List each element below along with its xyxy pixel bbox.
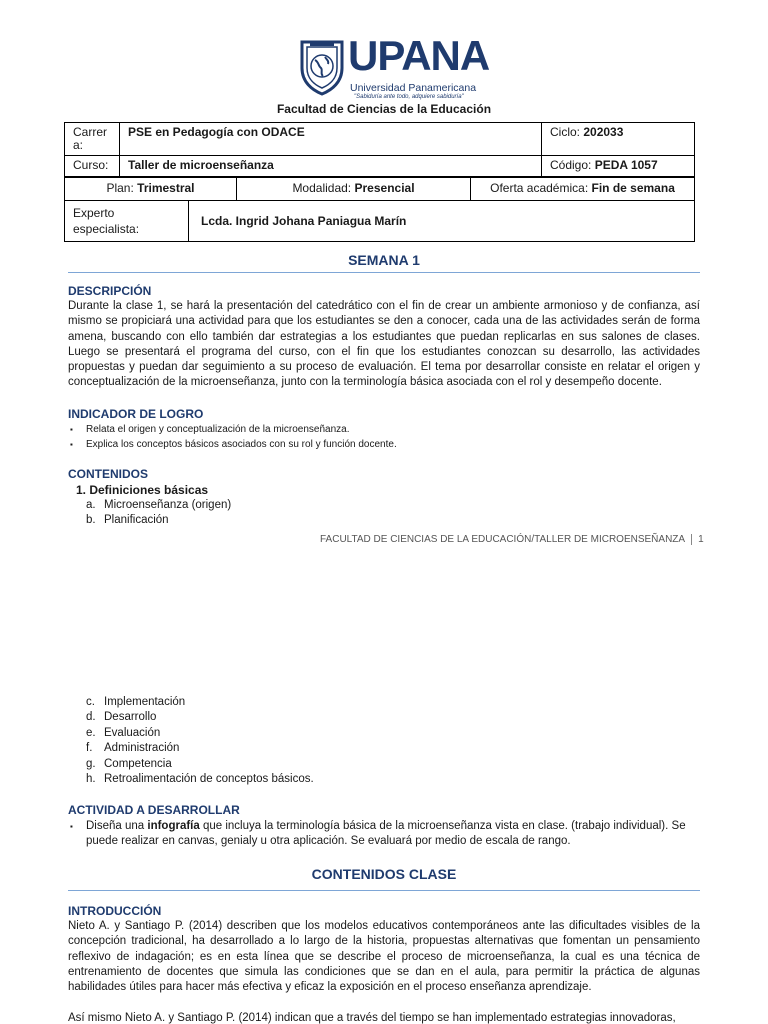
university-name: Universidad Panamericana: [350, 82, 477, 94]
course-info-table: [64, 122, 695, 178]
contenidos-sublist-page2: [86, 695, 314, 787]
curso-value: Taller de microenseñanza: [120, 156, 542, 178]
list-item: g. Competencia: [86, 757, 172, 770]
plan-cell: Plan: Trimestral: [65, 177, 237, 201]
page-number: 1: [698, 534, 704, 546]
list-item: e. Evaluación: [86, 726, 161, 739]
list-item: c. Implementación: [86, 696, 186, 708]
indicador-list: [68, 422, 397, 452]
ciclo-cell: Ciclo: 202033: [542, 123, 695, 156]
week-divider: [68, 272, 700, 273]
week-title: SEMANA 1: [348, 252, 420, 268]
codigo-cell: Código: PEDA 1057: [542, 156, 695, 178]
list-item: ▪ Diseña una infografía que incluya la terminología básica de la microenseñanza vista en clase. (trabajo individual). Se puede realizar en canvas, genialy u otra aplicación. Se evaluará por medio de escala de rango.: [68, 819, 700, 850]
experto-label: Experto especialista:: [65, 201, 189, 242]
experto-row: [64, 200, 695, 242]
list-item: h. Retroalimentación de conceptos básicos.: [86, 773, 314, 786]
contenidos-clase-title: CONTENIDOS CLASE: [311, 866, 457, 882]
university-shield-icon: [298, 38, 346, 96]
second-paragraph: Así mismo Nieto A. y Santiago P. (2014) indican que a través del tiempo se han implementado estrategias innovadoras,: [68, 1012, 676, 1024]
experto-value: Lcda. Ingrid Johana Paniagua Marín: [189, 201, 695, 242]
brand-name: UPANA: [348, 32, 490, 79]
list-item: a. Microenseñanza (origen): [86, 499, 232, 511]
carrera-value: PSE en Pedagogía con ODACE: [120, 123, 542, 156]
contenidos-sublist-page1: [86, 498, 231, 529]
list-item: d. Desarrollo: [86, 711, 157, 724]
list-item: b. Planificación: [86, 514, 169, 527]
faculty-title: Facultad de Ciencias de la Educación: [276, 102, 492, 116]
section-divider: [68, 890, 700, 891]
contenidos-numbered-item: 1. Definiciones básicas: [76, 483, 209, 497]
university-motto: "Sabiduría ante todo, adquiere sabiduría": [354, 94, 464, 100]
upana-logo: [298, 32, 490, 100]
descripcion-text: Durante la clase 1, se hará la presentación del catedrático con el fin de crear un ambiente armonioso y de confianza, así mismo se propiciará una actividad para que los estudiantes se den a conocer, cada una de las actividades serán de forma amena, buscando con ello también dar estrategias a los estudiantes que puedan replicarlas en sus salones de clases. Luego se presentará el programa del curso, con el fin que los estudiantes conozcan su desarrollo, las actividades propuestas y puedan dar seguimiento a su proceso de evaluación. El tema por desarrollar consiste en relatar el origen y conceptualización de la microenseñanza, junto con la terminología básica asociada con el rol y desempeño docente.: [68, 300, 700, 389]
modalidad-cell: Modalidad: Presencial: [237, 177, 471, 201]
introduccion-heading: INTRODUCCIÓN: [68, 904, 162, 918]
actividad-heading: ACTIVIDAD A DESARROLLAR: [68, 803, 240, 817]
indicador-heading: INDICADOR DE LOGRO: [68, 407, 204, 421]
oferta-cell: Oferta académica: Fin de semana: [471, 177, 695, 201]
list-item: ▪ Relata el origen y conceptualización de la microenseñanza.: [68, 422, 397, 437]
carrera-label: Carrer a:: [65, 123, 120, 156]
descripcion-heading: DESCRIPCIÓN: [68, 284, 152, 298]
list-item: f. Administración: [86, 742, 180, 755]
actividad-list: [68, 819, 700, 850]
plan-row: [64, 176, 695, 201]
list-item: ▪ Explica los conceptos básicos asociados con su rol y función docente.: [68, 437, 397, 452]
page-footer: FACULTAD DE CIENCIAS DE LA EDUCACIÓN/TALLER DE MICROENSEÑANZA 1: [320, 534, 704, 546]
introduccion-text: Nieto A. y Santiago P. (2014) describen que los modelos educativos contemporáneos ante las dificultades visibles de la concepción tradicional, ha desarrollado a lo largo de la historia, propuestas alternativas que fomentan un pensamiento reflexivo de indagación; es en esta línea que se describe el proceso de microenseñanza, la cual es una técnica de entrenamiento de docentes que simula las condiciones que se dan en el aula, para permitir la práctica de algunas habilidades útiles para hacer más efectiva y eficaz la exposición en el proceso enseñanza aprendizaje.: [68, 920, 700, 994]
curso-label: Curso:: [65, 156, 120, 178]
contenidos-heading: CONTENIDOS: [68, 467, 149, 481]
